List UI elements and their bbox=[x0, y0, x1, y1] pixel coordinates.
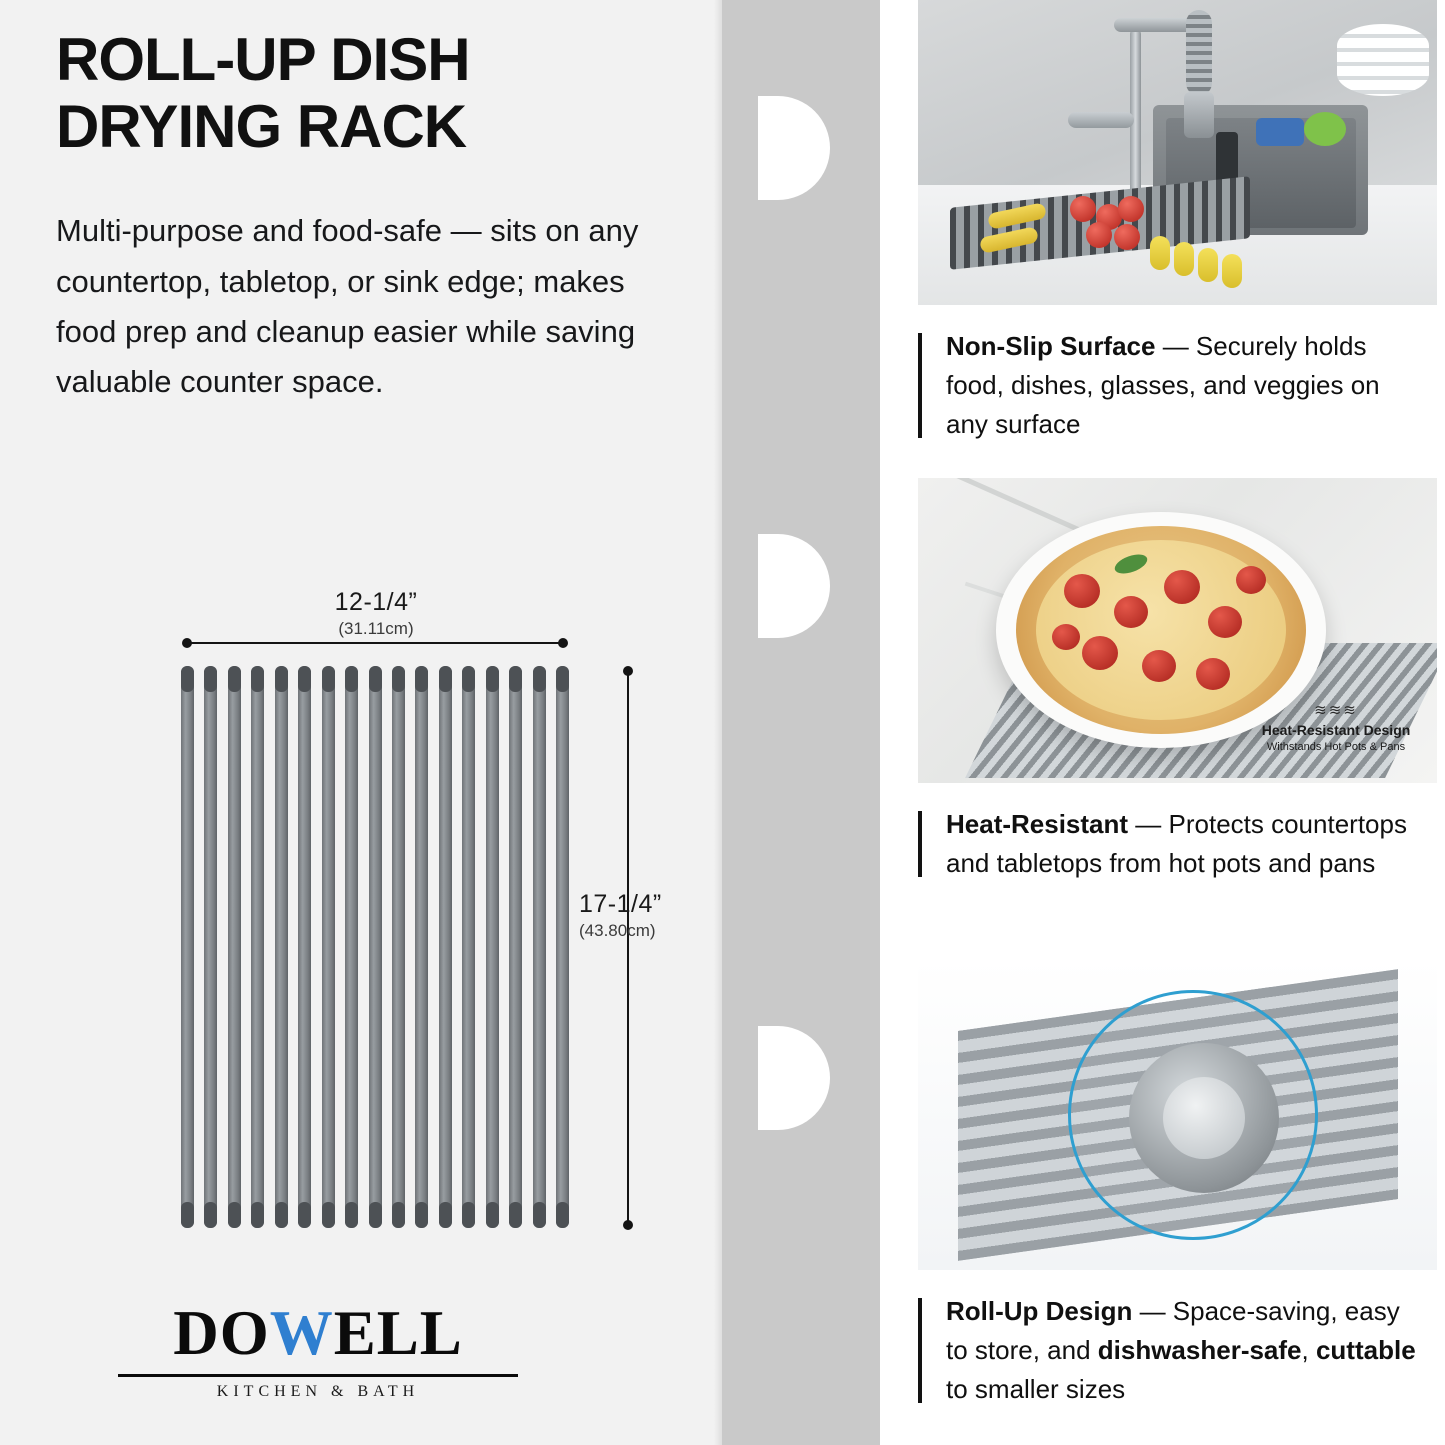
strip-tab-1 bbox=[758, 96, 830, 200]
width-metric: (31.11cm) bbox=[338, 619, 414, 638]
rack-bar bbox=[204, 666, 217, 1228]
rack-bar-cap-bottom bbox=[486, 1202, 499, 1228]
rack-bar bbox=[415, 666, 428, 1228]
feature-card-non-slip bbox=[880, 0, 1445, 444]
caption-roll-up bbox=[918, 1292, 1423, 1409]
rack-illustration bbox=[181, 666, 569, 1228]
rack-bar-cap-bottom bbox=[439, 1202, 452, 1228]
pizza-tomato-2 bbox=[1114, 596, 1148, 628]
height-imperial: 17-1/4” bbox=[579, 890, 662, 918]
rack-bar bbox=[509, 666, 522, 1228]
rack-bar-cap-bottom bbox=[275, 1202, 288, 1228]
zoom-circle-highlight bbox=[1068, 990, 1318, 1240]
page-title bbox=[56, 26, 688, 160]
rack-bar bbox=[275, 666, 288, 1228]
rack-bar bbox=[462, 666, 475, 1228]
pizza-tomato-4 bbox=[1208, 606, 1242, 638]
headline-line-1: ROLL-UP DISH bbox=[56, 26, 470, 93]
strip-tab-2 bbox=[758, 534, 830, 638]
brand-name-after: ELL bbox=[333, 1298, 463, 1368]
pizza-tomato-7 bbox=[1196, 658, 1230, 690]
rack-bar-cap-top bbox=[322, 666, 335, 692]
tomato-5 bbox=[1114, 224, 1140, 250]
rack-bar-cap-bottom bbox=[533, 1202, 546, 1228]
pizza-tomato-9 bbox=[1052, 624, 1080, 650]
rack-bar-cap-top bbox=[228, 666, 241, 692]
width-imperial: 12-1/4” bbox=[334, 588, 418, 616]
caption-bold-dishwasher: dishwasher-safe bbox=[1097, 1335, 1302, 1365]
caption-bold-cuttable: cuttable bbox=[1315, 1335, 1416, 1365]
headline-line-2: DRYING RACK bbox=[56, 93, 467, 161]
rack-bar-cap-bottom bbox=[462, 1202, 475, 1228]
height-measure-line bbox=[627, 668, 629, 1228]
rack-bar-cap-top bbox=[462, 666, 475, 692]
caption-text-rollup-3: to smaller sizes bbox=[946, 1374, 1126, 1404]
rack-bar bbox=[439, 666, 452, 1228]
width-measure-line bbox=[184, 642, 566, 644]
rack-bar bbox=[322, 666, 335, 1228]
rack-bar-cap-top bbox=[392, 666, 405, 692]
pizza-on-rack-photo bbox=[918, 478, 1437, 783]
tomato-1 bbox=[1070, 196, 1096, 222]
pizza-tomato-5 bbox=[1082, 636, 1118, 670]
pizza-tomato-6 bbox=[1142, 650, 1176, 682]
rack-bar-cap-top bbox=[533, 666, 546, 692]
dimension-diagram bbox=[56, 570, 662, 1270]
pizza-tomato-3 bbox=[1164, 570, 1200, 604]
yellow-pepper-3 bbox=[1198, 248, 1218, 282]
rack-bar-cap-top bbox=[345, 666, 358, 692]
rack-bar-cap-bottom bbox=[415, 1202, 428, 1228]
blue-sponge bbox=[1256, 118, 1304, 146]
strip-tab-3 bbox=[758, 1026, 830, 1130]
brand-name-before: DO bbox=[173, 1298, 270, 1368]
rack-bar bbox=[486, 666, 499, 1228]
rack-bar bbox=[228, 666, 241, 1228]
rack-bar-cap-top bbox=[439, 666, 452, 692]
caption-heat-resistant bbox=[918, 805, 1423, 883]
faucet-head bbox=[1184, 92, 1214, 138]
pizza-tomato-1 bbox=[1064, 574, 1100, 608]
rack-bar-cap-bottom bbox=[298, 1202, 311, 1228]
rack-bar bbox=[556, 666, 569, 1228]
brand-logo bbox=[118, 1298, 518, 1401]
rack-bar-cap-bottom bbox=[251, 1202, 264, 1228]
caption-text-rollup-1: — Space-saving, easy to store, and bbox=[946, 1296, 1400, 1365]
caption-lead-non-slip: Non-Slip Surface bbox=[946, 331, 1156, 361]
product-description: Multi-purpose and food-safe — sits on any countertop, tabletop, or sink edge; makes food prep and cleanup easier while saving valuable counter space. bbox=[56, 213, 639, 400]
rack-bar-cap-top bbox=[275, 666, 288, 692]
rack-bar bbox=[251, 666, 264, 1228]
caption-text-rollup-2: , bbox=[1301, 1335, 1316, 1365]
rack-bar-cap-top bbox=[369, 666, 382, 692]
rack-bar-cap-bottom bbox=[392, 1202, 405, 1228]
height-metric: (43.80cm) bbox=[579, 921, 656, 940]
rack-bar bbox=[533, 666, 546, 1228]
rack-bar-cap-bottom bbox=[369, 1202, 382, 1228]
rack-bar-cap-top bbox=[486, 666, 499, 692]
brand-tagline: KITCHEN & BATH bbox=[216, 1383, 420, 1400]
rack-bar bbox=[369, 666, 382, 1228]
rack-bar bbox=[181, 666, 194, 1228]
faucet-handle bbox=[1068, 112, 1134, 128]
rack-bar bbox=[298, 666, 311, 1228]
rack-bar-cap-top bbox=[204, 666, 217, 692]
rack-bar-cap-top bbox=[251, 666, 264, 692]
caption-non-slip bbox=[918, 327, 1423, 444]
faucet-spring bbox=[1186, 10, 1212, 96]
tomato-4 bbox=[1086, 222, 1112, 248]
yellow-pepper-2 bbox=[1174, 242, 1194, 276]
caption-lead-rollup: Roll-Up Design bbox=[946, 1296, 1133, 1326]
logo-divider bbox=[118, 1374, 518, 1377]
left-panel bbox=[0, 0, 722, 1445]
width-dimension-label bbox=[176, 588, 576, 639]
rack-bar-cap-bottom bbox=[556, 1202, 569, 1228]
rack-bar-cap-top bbox=[415, 666, 428, 692]
right-panel bbox=[880, 0, 1445, 1445]
caption-lead-heat: Heat-Resistant bbox=[946, 809, 1129, 839]
brand-name bbox=[118, 1298, 518, 1368]
yellow-pepper-4 bbox=[1222, 254, 1242, 288]
brand-name-accent: W bbox=[269, 1298, 334, 1368]
yellow-pepper-1 bbox=[1150, 236, 1170, 270]
rack-bar-cap-bottom bbox=[228, 1202, 241, 1228]
tomato-3 bbox=[1118, 196, 1144, 222]
rack-bar-cap-bottom bbox=[509, 1202, 522, 1228]
caption-text-heat: — Protects countertops and tabletops from hot pots and pans bbox=[946, 809, 1407, 878]
feature-card-roll-up bbox=[880, 960, 1445, 1409]
center-strip bbox=[722, 0, 880, 1445]
rack-bar-cap-top bbox=[298, 666, 311, 692]
badge-subtitle: Withstands Hot Pots & Pans bbox=[1266, 741, 1406, 754]
rack-bar-cap-bottom bbox=[204, 1202, 217, 1228]
stacked-plates bbox=[1337, 24, 1429, 96]
feature-card-heat-resistant bbox=[880, 478, 1445, 883]
rack-bar-cap-bottom bbox=[181, 1202, 194, 1228]
rack-bar-cap-top bbox=[556, 666, 569, 692]
rack-bar bbox=[345, 666, 358, 1228]
rack-bar bbox=[392, 666, 405, 1228]
heat-waves-icon: ≋≋≋ bbox=[1314, 702, 1358, 720]
caption-text-non-slip: — Securely holds food, dishes, glasses, and veggies on any surface bbox=[946, 331, 1380, 439]
rack-bar-cap-top bbox=[181, 666, 194, 692]
rack-bar-cap-bottom bbox=[345, 1202, 358, 1228]
rolled-up-rack-photo bbox=[918, 960, 1437, 1270]
pizza-tomato-8 bbox=[1236, 566, 1266, 594]
sink-drying-rack-photo bbox=[918, 0, 1437, 305]
rack-bar-cap-top bbox=[509, 666, 522, 692]
rolled-rack-core bbox=[1163, 1077, 1245, 1159]
badge-title: Heat-Resistant Design bbox=[1261, 722, 1411, 739]
heat-resistant-badge bbox=[1243, 701, 1429, 755]
green-sponge bbox=[1304, 112, 1346, 146]
rack-bar-cap-bottom bbox=[322, 1202, 335, 1228]
